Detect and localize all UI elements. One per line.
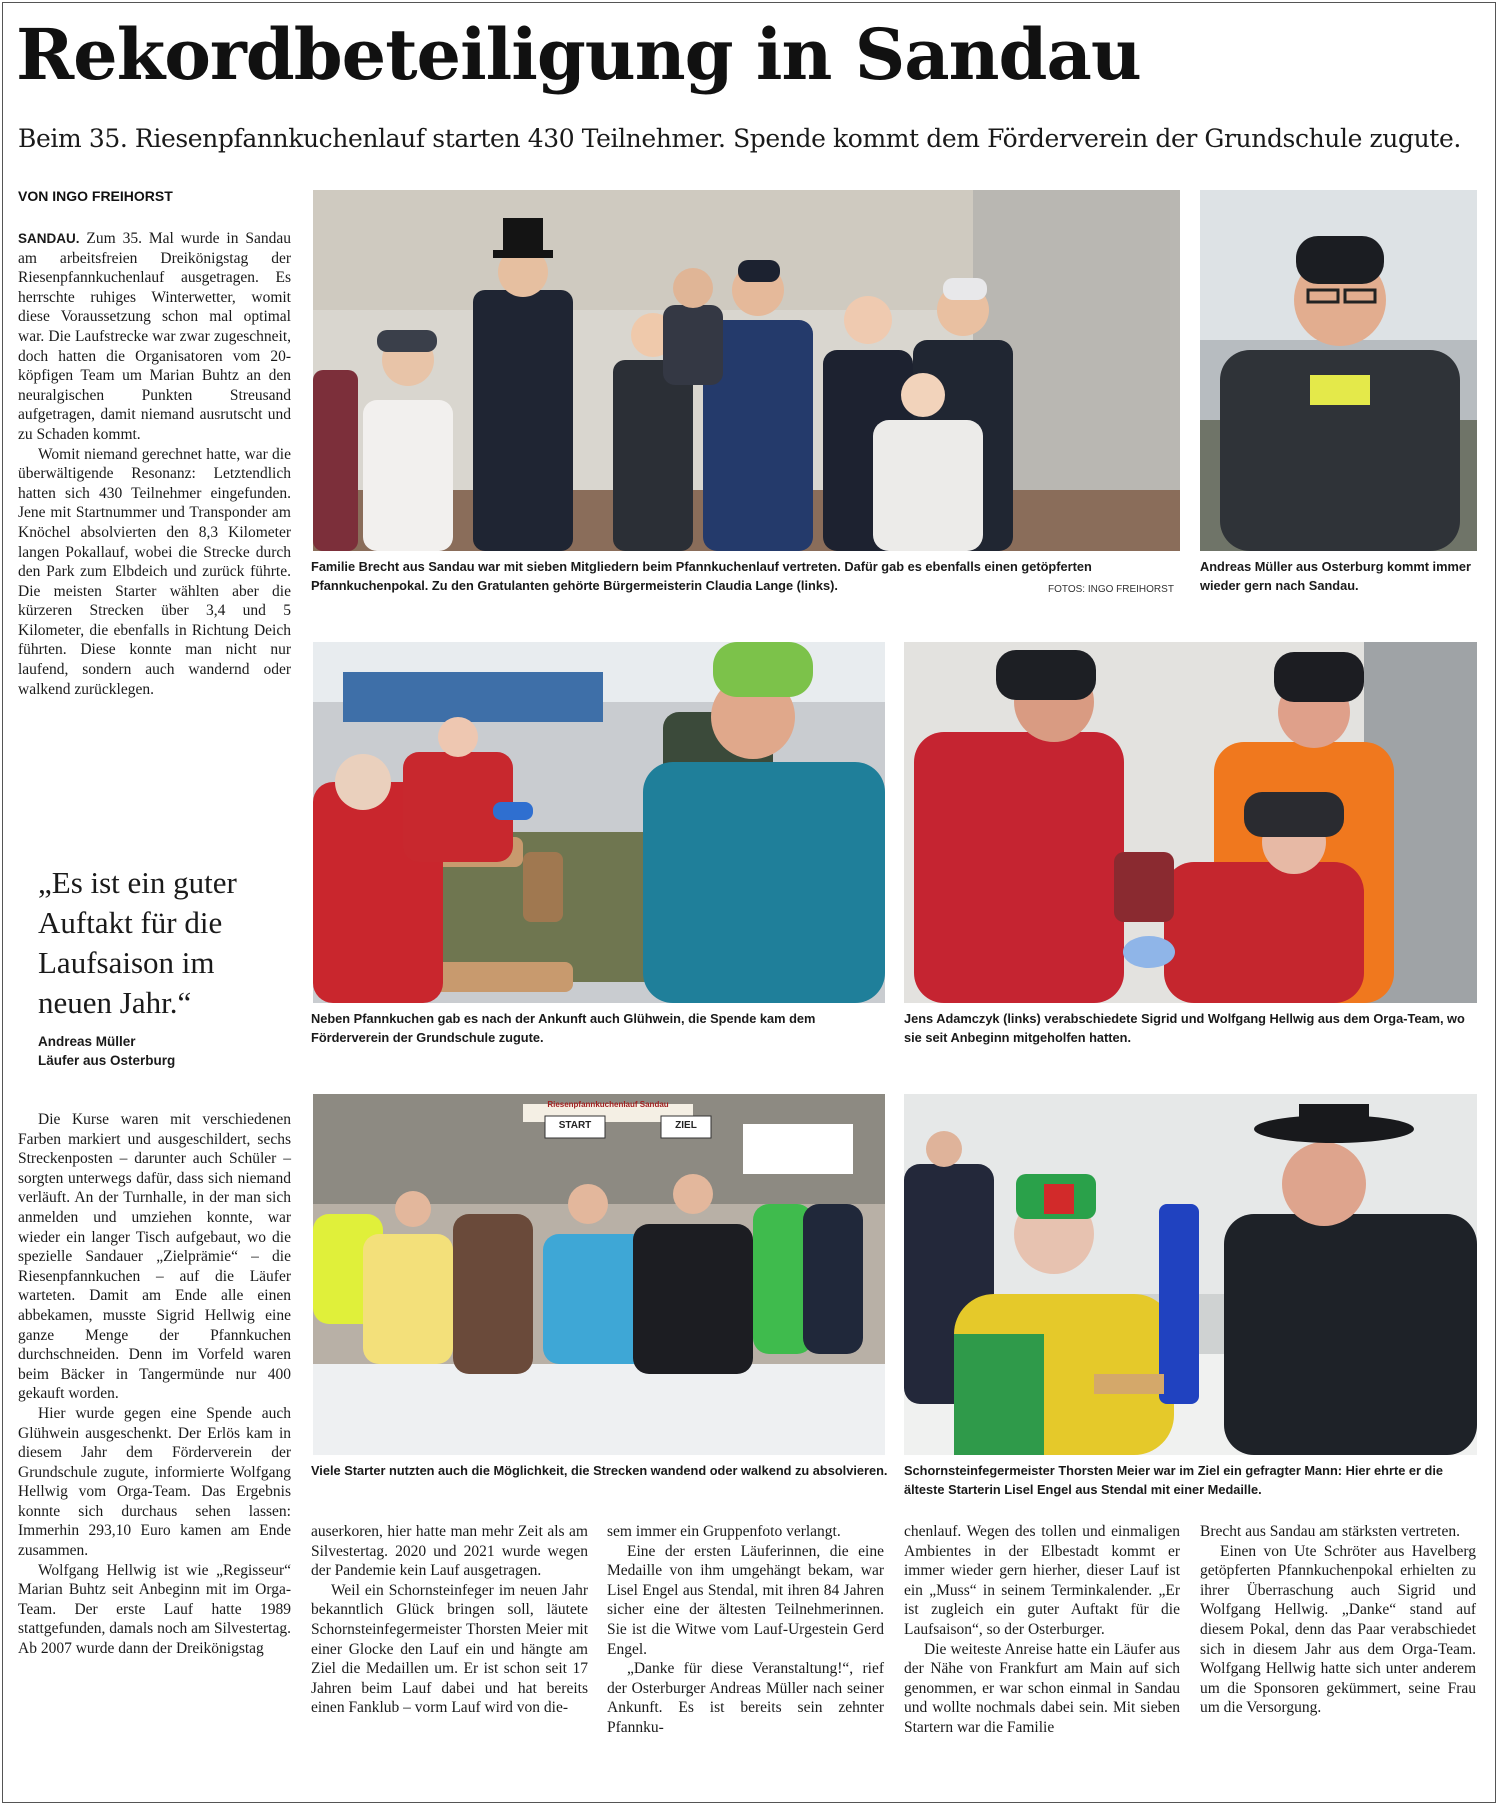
paragraph: Die weiteste Anreise hatte ein Läufer aus der Nähe von Frankfurt am Main auf sich genommen, er war schon einmal in Sandau und wollte nochmals dabei sein. Mit sieben Startern war die Familie xyxy=(904,1640,1180,1736)
column-2 xyxy=(311,1522,588,1718)
race-banner-text: Riesenpfannkuchenlauf Sandau xyxy=(547,1100,669,1109)
paragraph: auserkoren, hier hatte man mehr Zeit als am Silvestertag. 2020 und 2021 wurde wegen der Pandemie kein Lauf ausgetragen. xyxy=(311,1523,588,1580)
column-4 xyxy=(904,1522,1180,1738)
paragraph: Einen von Ute Schröter aus Havelberg getöpferten Pfannkuchenpokal erhielten zu ihrer Überraschung auch Sigrid und Wolfgang Hellwig. „Danke“ stand auf diesem Pokal, denn das Paar verabschiedet sich in diesem Jahr aus dem Orga-Team. Wolfgang Hellwig hatte sich unter anderem um die Sponsoren gekümmert, seine Frau um die Versorgung. xyxy=(1200,1542,1476,1717)
paragraph: Wolfgang Hellwig ist wie „Regisseur“ Marian Buhtz seit Anbeginn mit im Orga-Team. Der erste Lauf hatte 1989 stattgefunden, damals noch am Silvestertag. Ab 2007 wurde dann der Dreikönigstag xyxy=(18,1561,291,1658)
caption-photo-2: Andreas Müller aus Osterburg kommt immer wieder gern nach Sandau. xyxy=(1200,559,1471,593)
column-3 xyxy=(607,1522,884,1738)
paragraph-text: Zum 35. Mal wurde in Sandau am arbeitsfreien Dreikönigstag der Riesenpfannkuchenlauf ausgetragen. Es herrschte ruhiges Winterwetter, womit diese Voraussetzung schon mal optimal war. Die Laufstrecke war zwar zugeschneit, doch hatten die Organisatoren vom 20-köpfigen Team um Marian Buhtz an den neuralgischen Punkten Streusand aufgetragen, damit niemand ausrutscht und zu Schaden kommt. xyxy=(18,230,291,443)
subheadline: Beim 35. Riesenpfannkuchenlauf starten 430 Teilnehmer. Spende kommt dem Förderverein der Grundschule zugute. xyxy=(18,124,1461,153)
photo-credit: FOTOS: INGO FREIHORST xyxy=(1048,584,1174,595)
paragraph: Weil ein Schornsteinfeger im neuen Jahr bekanntlich Glück bringen soll, läutete Schornsteinfegermeister Thorsten Meier mit einer Glocke den Lauf ein und hängte am Ziel die Medaillen um. Er ist schon seit 17 Jahren beim Lauf dabei und hat bereits einen Fanklub – vorm Lauf wird von die- xyxy=(311,1581,588,1717)
caption-photo-5: Viele Starter nutzten auch die Möglichkeit, die Strecken wandend oder walkend zu absolvieren. xyxy=(311,1463,888,1478)
paragraph: Womit niemand gerechnet hatte, war die überwältigende Resonanz: Letztendlich hatten sich 430 Teilnehmer eingefunden. Jene mit Startnummer und Transponder am Knöchel absolvierten den 8,3 Kilometer langen Pokallauf, wobei die Strecke durch den Park zum Elbdeich und zurück führte. Die meisten Starter wählten aber die kürzeren Strecken über 3,4 und 5 Kilometer, die ebenfalls in Richtung Deich führten. Diese konnte man nicht nur laufend, sondern auch wandernd oder walkend zurücklegen. xyxy=(18,445,291,698)
quote-author-role: Läufer aus Osterburg xyxy=(38,1053,176,1068)
pull-quote: „Es ist ein guter Auftakt für die Laufsaison im neuen Jahr.“ xyxy=(38,865,237,1020)
ziel-sign: ZIEL xyxy=(675,1120,697,1131)
paragraph: Die Kurse waren mit verschiedenen Farben markiert und ausgeschildert, sechs Streckenposten – darunter auch Schüler – sorgten unterwegs dafür, dass sich niemand verläuft. An der Turnhalle, in der man sich anmelden und umziehen konnte, war wieder ein langer Tisch aufgebaut, wo die spezielle Sandauer „Zielprämie“ – die Riesenpfannkuchen – auf die Läufer warteten. Damit am Ende alle einen abbekamen, musste Sigrid Hellwig eine ganze Menge der Pfannkuchen durchschneiden. Denn im Vorfeld waren beim Bäcker in Tangermünde nur 400 gekauft worden. xyxy=(18,1111,291,1403)
photo-farewell xyxy=(904,642,1477,1003)
caption-photo-1: Familie Brecht aus Sandau war mit sieben Mitgliedern beim Pfannkuchenlauf vertreten. Dafür gab es ebenfalls einen getöpferten Pfannkuchenpokal. Zu den Gratulanten gehörte Bürgermeisterin Claudia Lange (links). xyxy=(311,559,1092,593)
caption-photo-6: Schornsteinfegermeister Thorsten Meier war im Ziel ein gefragter Mann: Hier ehrte er die älteste Starterin Lisel Engel aus Stendal mit einer Medaille. xyxy=(904,1463,1444,1497)
photo-food-table xyxy=(313,642,885,1003)
byline: VON INGO FREIHORST xyxy=(18,188,173,204)
paragraph: Eine der ersten Läuferinnen, die eine Medaille von ihm umgehängt bekam, war Lisel Engel aus Stendal, mit ihren 84 Jahren sicher eine der ältesten Teilnehmerinnen. Sie ist die Witwe vom Lauf-Urgestein Gerd Engel. xyxy=(607,1542,884,1658)
caption-photo-3: Neben Pfannkuchen gab es nach der Ankunft auch Glühwein, die Spende kam dem Förderverein der Grundschule zugute. xyxy=(311,1011,816,1045)
paragraph xyxy=(18,229,291,445)
headline: Rekordbeteiligung in Sandau xyxy=(16,13,1141,96)
caption-photo-4: Jens Adamczyk (links) verabschiedete Sigrid und Wolfgang Hellwig aus dem Orga-Team, wo sie seit Anbeginn mitgeholfen hatten. xyxy=(904,1011,1465,1045)
paragraph: Hier wurde gegen eine Spende auch Glühwein ausgeschenkt. Der Erlös kam in diesem Jahr dem Förderverein der Grundschule zugute, informierte Wolfgang Hellwig vom Orga-Team. Das Ergebnis konnte sich durchaus sehen lassen: Immerhin 293,10 Euro kamen am Ende zusammen. xyxy=(18,1404,291,1560)
paragraph: sem immer ein Gruppenfoto verlangt. xyxy=(607,1523,841,1540)
photo-andreas-mueller xyxy=(1200,190,1477,551)
photo-medal-ceremony xyxy=(904,1094,1477,1455)
paragraph: chenlauf. Wegen des tollen und einmaligen Ambientes in der Elbestadt kommt er immer wieder gern hierher, dieser Lauf ist ein „Muss“ in seinem Terminkalender. „Er ist zugleich ein guter Auftakt für die Laufsaison“, so der Osterburger. xyxy=(904,1523,1180,1638)
quote-author-name: Andreas Müller xyxy=(38,1034,136,1049)
photo-family-brecht xyxy=(313,190,1180,551)
paragraph: Brecht aus Sandau am stärksten vertreten. xyxy=(1200,1523,1460,1540)
start-sign: START xyxy=(558,1120,592,1131)
column-1-upper xyxy=(18,229,291,699)
quote-author xyxy=(38,1032,175,1070)
column-1-lower xyxy=(18,1110,291,1659)
paragraph: „Danke für diese Veranstaltung!“, rief der Osterburger Andreas Müller nach seiner Ankunft. Es ist bereits sein zehnter Pfannku- xyxy=(607,1660,884,1736)
photo-walkers xyxy=(313,1094,885,1455)
dateline: SANDAU. xyxy=(18,231,80,246)
column-5 xyxy=(1200,1522,1476,1718)
